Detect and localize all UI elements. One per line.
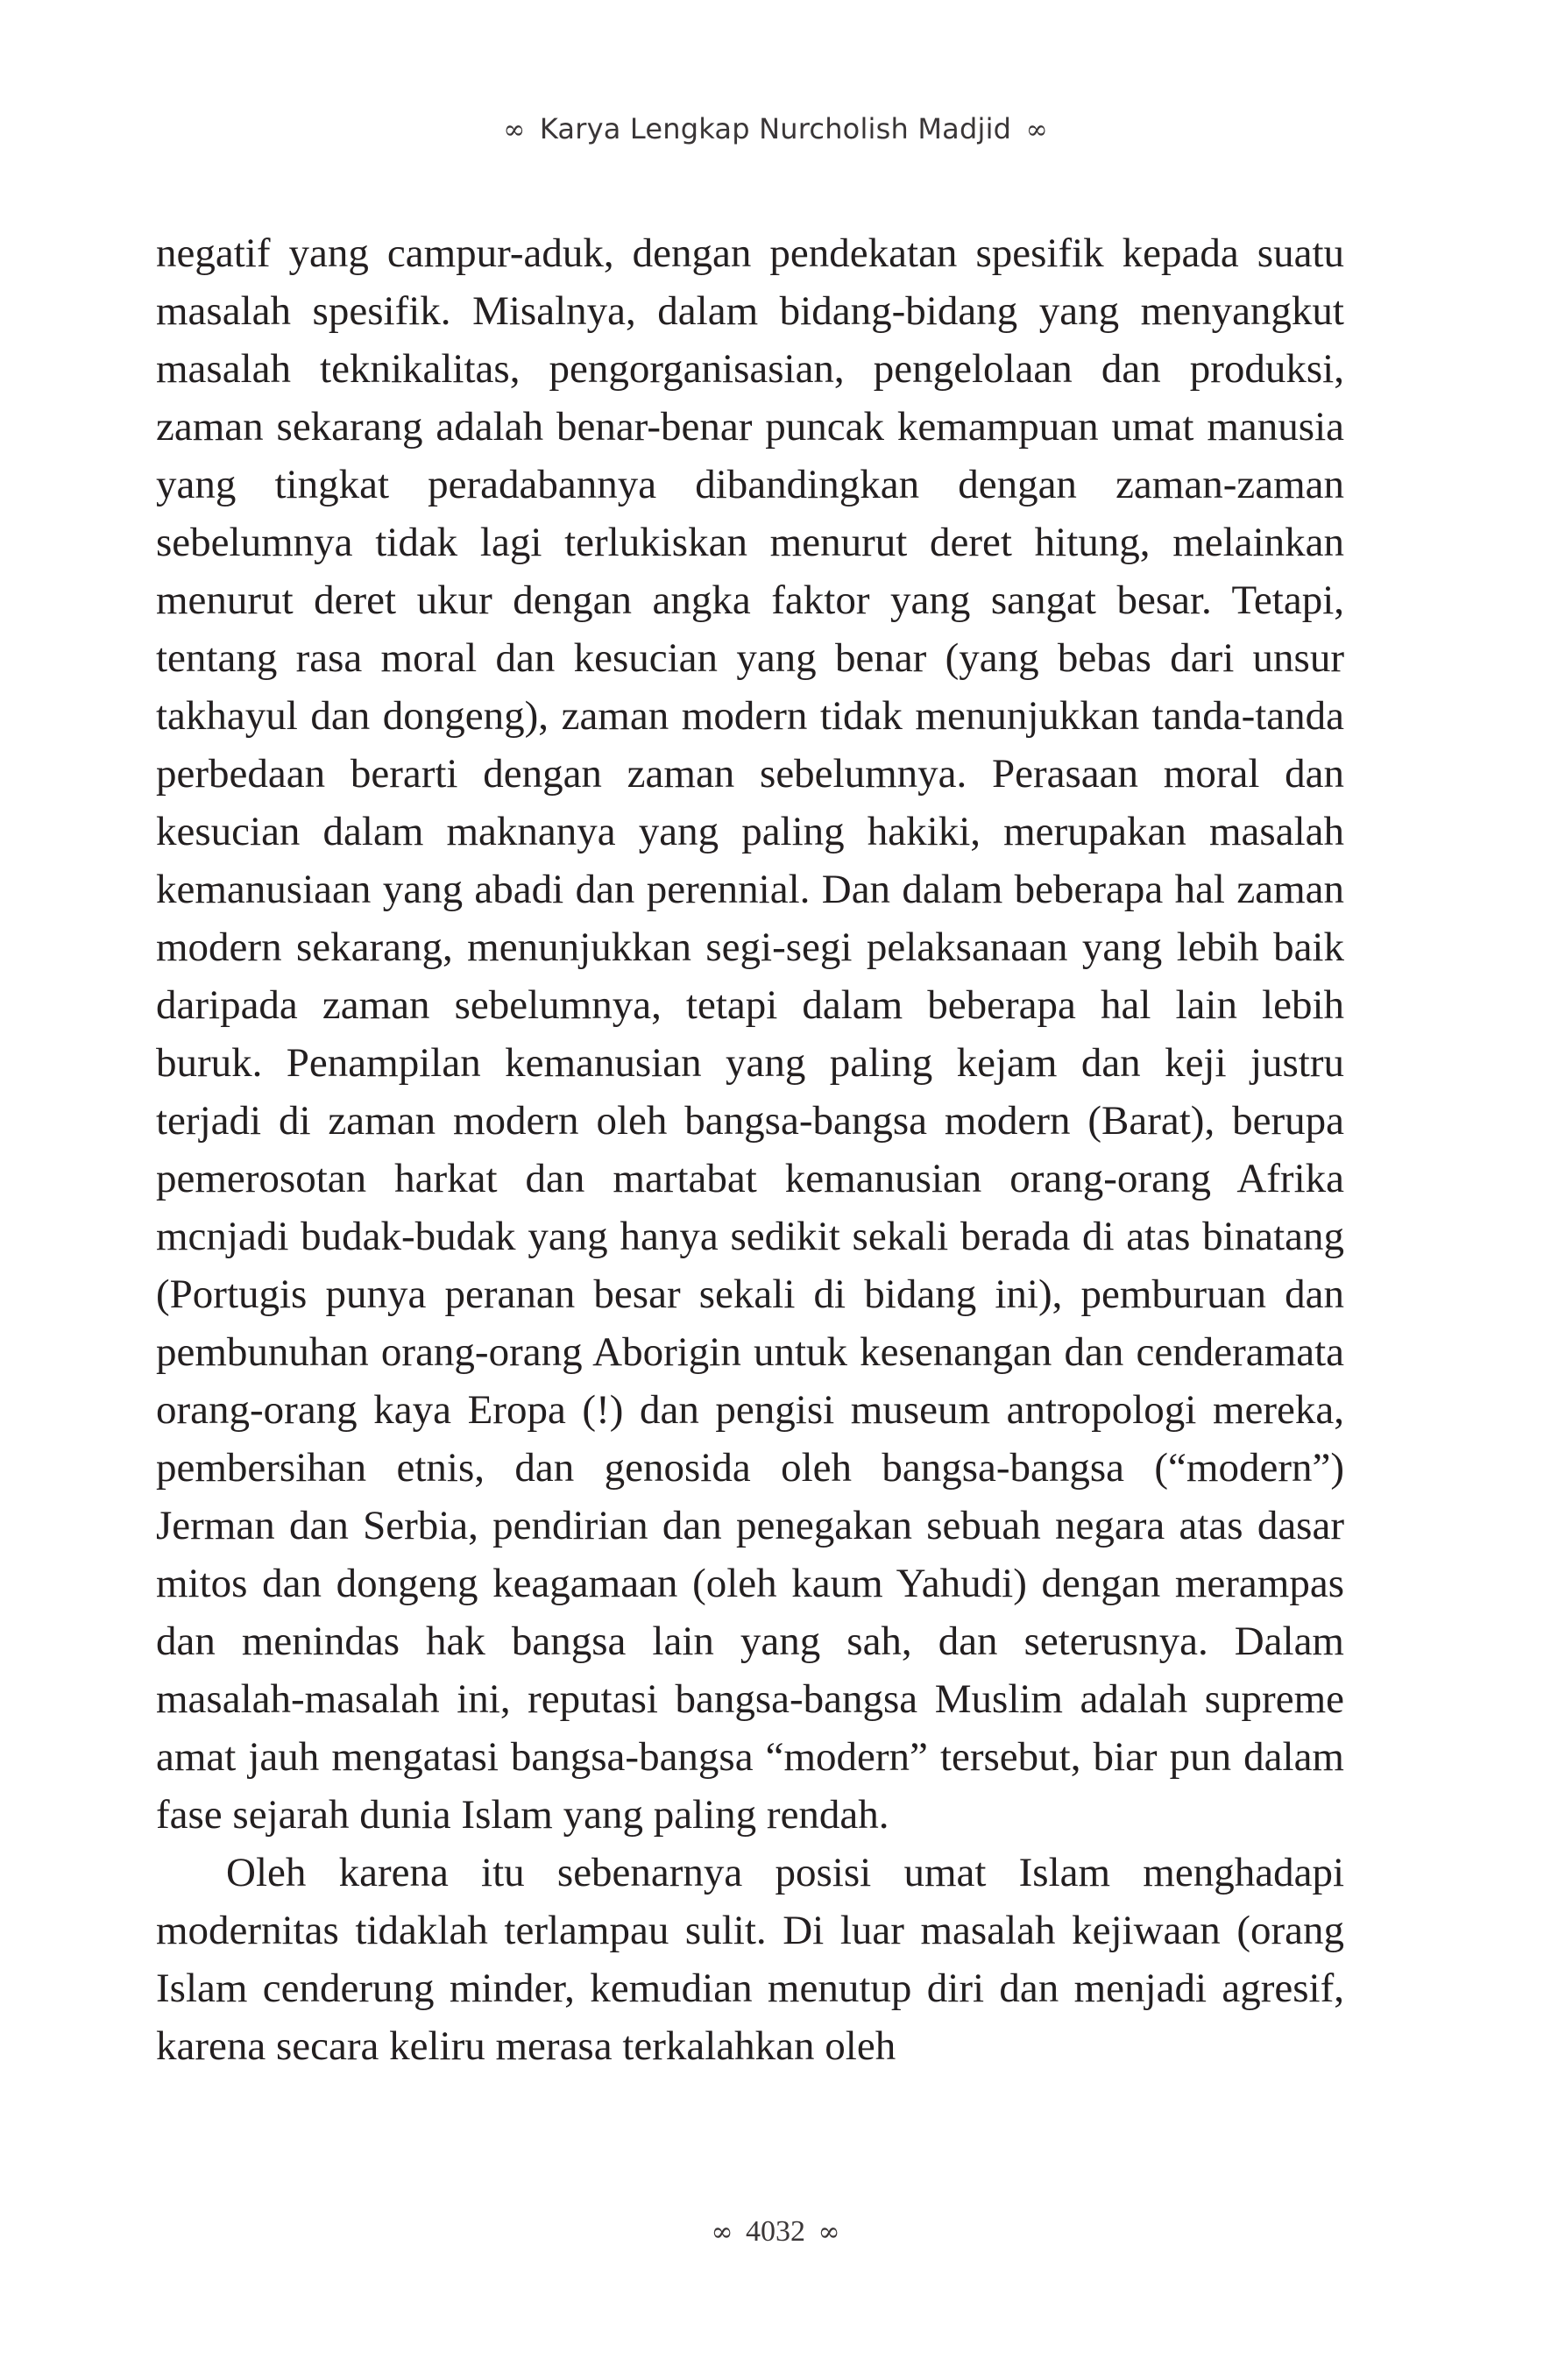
book-title: Karya Lengkap Nurcholish Madjid bbox=[539, 112, 1012, 145]
page-footer bbox=[0, 2215, 1551, 2249]
page-body bbox=[156, 224, 1344, 2075]
page-number: 4032 bbox=[746, 2215, 805, 2248]
ornament-left-icon: ∞ bbox=[711, 2217, 733, 2248]
paragraph-new: Oleh karena itu sebenarnya posisi umat Islam menghadapi modernitas tidaklah terlampau sulit. Di luar masalah kejiwaan (orang Islam cenderung minder, kemudian menutup diri dan menjadi agresif, karena secara keliru merasa terkalahkan oleh bbox=[156, 1850, 1344, 2069]
ornament-left-icon: ∞ bbox=[503, 115, 526, 145]
paragraph-continued: negatif yang campur-aduk, dengan pendekatan spesifik kepada suatu masalah spesifik. Misalnya, dalam bidang-bidang yang menyangkut masalah teknikalitas, pengorganisasian, pengelolaan dan produksi, zaman sekarang adalah benar-benar puncak kemampuan umat manusia yang tingkat peradabannya dibandingkan dengan zaman-zaman sebelumnya tidak lagi terlukiskan menurut deret hitung, melainkan menurut deret ukur dengan angka faktor yang sangat besar. Tetapi, tentang rasa moral dan kesucian yang benar (yang bebas dari unsur takhayul dan dongeng), zaman modern tidak menunjukkan tanda-tanda perbedaan berarti dengan zaman sebelumnya. Perasaan moral dan kesucian dalam maknanya yang paling hakiki, merupakan masalah kemanusiaan yang abadi dan perennial. Dan dalam beberapa hal zaman modern sekarang, menunjukkan segi-segi pelaksanaan yang lebih baik daripada zaman sebelumnya, tetapi dalam beberapa hal lain lebih buruk. Penampilan kemanusian yang paling kejam dan keji justru terjadi di zaman modern oleh bangsa-bangsa modern (Barat), berupa pemerosotan harkat dan martabat kemanusian orang-orang Afrika mcnjadi budak-budak yang hanya sedikit sekali berada di atas binatang (Portugis punya peranan besar sekali di bidang ini), pemburuan dan pembunuhan orang-orang Aborigin untuk kesenangan dan cenderamata orang-orang kaya Eropa (!) dan pengisi museum antropologi mereka, pembersihan etnis, dan genosida oleh bangsa-bangsa (“modern”) Jerman dan Serbia, pendirian dan penegakan sebuah negara atas dasar mitos dan dongeng keagamaan (oleh kaum Yahudi) dengan merampas dan menindas hak bangsa lain yang sah, dan seterusnya. Dalam masalah-masalah ini, reputasi bangsa-bangsa Muslim adalah supreme amat jauh mengatasi bangsa-bangsa “modern” tersebut, biar pun dalam fase sejarah dunia Islam yang paling rendah. bbox=[156, 230, 1344, 1838]
running-header bbox=[0, 112, 1551, 145]
ornament-right-icon: ∞ bbox=[818, 2217, 840, 2248]
ornament-right-icon: ∞ bbox=[1025, 115, 1048, 145]
